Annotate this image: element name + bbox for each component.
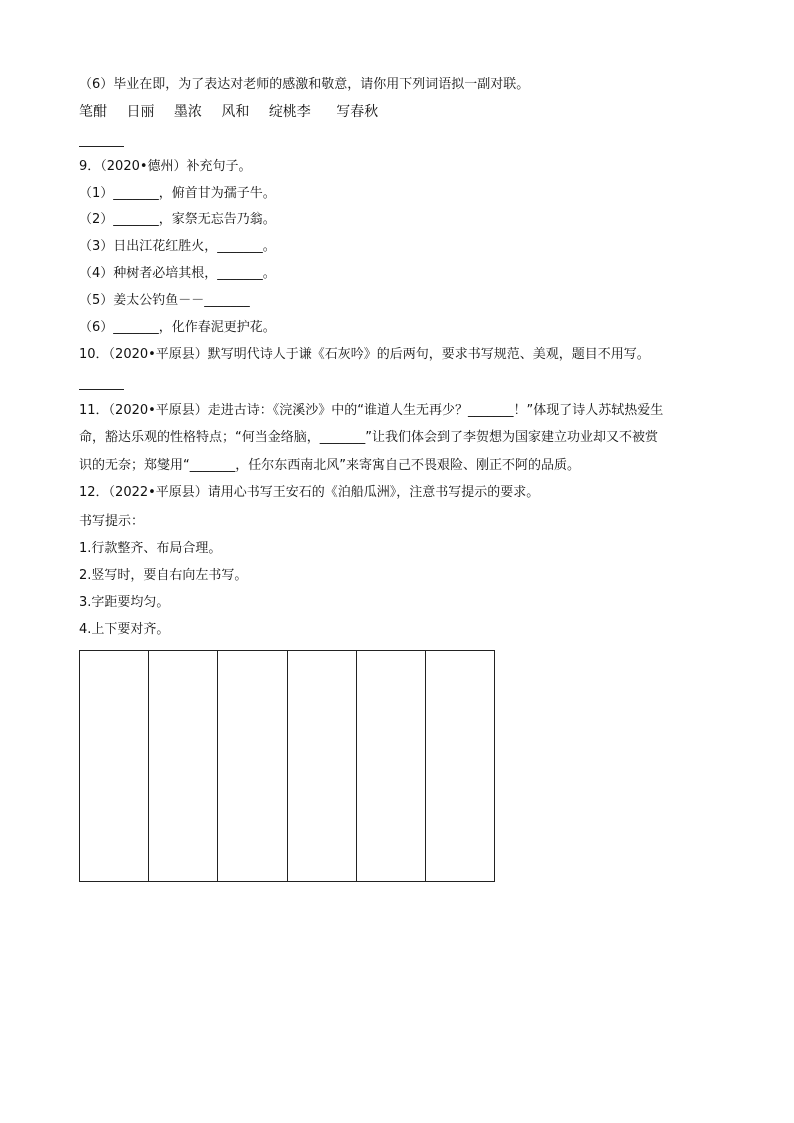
q12-header: 12．（2022•平原县）请用心书写王安石的《泊船瓜洲》，注意书写提示的要求。 [79, 485, 540, 500]
word-item: 笔酣 [79, 104, 107, 120]
q10-text: 10．（2020•平原县）默写明代诗人于谦《石灰吟》的后两句，要求书写规范、美观，题目不用写。 [79, 347, 650, 362]
word-item: 墨浓 [173, 104, 202, 120]
q8-6-prompt: （6）毕业在即，为了表达对老师的感激和敬意，请你用下列词语拟一副对联。 [79, 77, 530, 92]
writing-grid [79, 650, 495, 882]
q8-6-answer-line[interactable] [79, 146, 124, 147]
word-item: 写春秋 [336, 104, 379, 120]
writing-grid-cell[interactable] [80, 651, 149, 881]
writing-grid-cell[interactable] [218, 651, 287, 881]
q9-item-4: （4）种树者必培其根，_______。 [79, 266, 276, 281]
q9-item-2: （2）_______，家祭无忘告乃翁。 [79, 212, 276, 227]
q9-header: 9．（2020•德州）补充句子。 [79, 159, 252, 174]
word-item: 风和 [221, 104, 250, 120]
writing-grid-cell[interactable] [426, 651, 495, 881]
word-item: 日丽 [126, 104, 155, 120]
q9-item-3: （3）日出江花红胜火，_______。 [79, 239, 276, 254]
q11-line-1: 11．（2020•平原县）走进古诗：《浣溪沙》中的“谁道人生无再少？_______！”体现了诗人苏轼热爱生 [79, 403, 664, 418]
q12-tip-2: 2.竖写时，要自右向左书写。 [79, 568, 248, 583]
word-item: 绽桃李 [268, 104, 311, 120]
writing-grid-cell[interactable] [149, 651, 218, 881]
q11-line-2: 命，豁达乐观的性格特点；“何当金络脑，_______”让我们体会到了李贺想为国家建立功业却又不被赏 [79, 430, 658, 445]
q11-line-3: 识的无奈；郑燮用“_______，任尔东西南北风”来寄寓自己不畏艰险、刚正不阿的品质。 [79, 458, 580, 473]
q12-tips-title: 书写提示： [79, 514, 145, 529]
q9-item-1: （1）_______，俯首甘为孺子牛。 [79, 186, 276, 201]
q12-tip-1: 1.行款整齐、布局合理。 [79, 541, 222, 556]
writing-grid-cell[interactable] [357, 651, 426, 881]
q12-tip-4: 4.上下要对齐。 [79, 622, 170, 637]
q9-item-5: （5）姜太公钓鱼－－_______ [79, 293, 250, 308]
q12-tip-3: 3.字距要均匀。 [79, 595, 170, 610]
q10-answer-line[interactable] [79, 389, 124, 390]
writing-grid-cell[interactable] [288, 651, 357, 881]
q8-6-word-list [79, 102, 393, 122]
q9-item-6: （6）_______，化作春泥更护花。 [79, 320, 276, 335]
